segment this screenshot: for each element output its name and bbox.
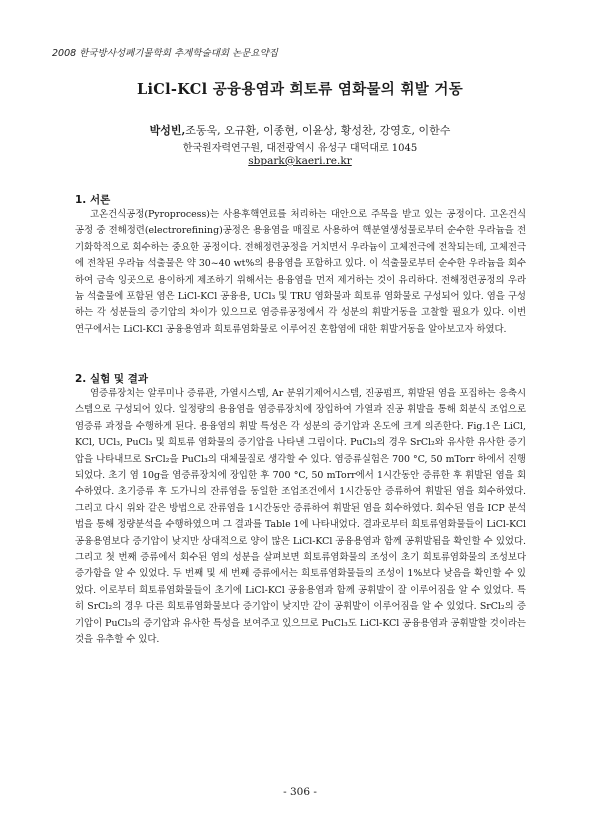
section-heading-introduction: 1. 서론: [75, 194, 111, 206]
email-link[interactable]: sbpark@kaeri.re.kr: [248, 155, 352, 167]
affiliation: 한국원자력연구원, 대전광역시 유성구 대덕대로 1045: [182, 143, 418, 154]
section-body-introduction: 고온건식공정(Pyroprocess)는 사용후핵연료를 처리하는 대안으로 주목을 받고 있는 공정이다. 고온건식공정 중 전해정련(electrorefining)공정은 용융염을 매질로 사용하여 핵분열생성물로부터 순수한 우라늄을 전기화학적으로 회수하는 중요한 공정이다. 전해정련공정을 거치면서 우라늄이 고체전극에 전착되는데, 고체전극에 전착된 우라늄 석출물은 약 30~40 wt%의 용융염을 포함하고 있다. 이 석출물로부터 순수한 우라늄을 회수하여 금속 잉곳으로 용이하게 제조하기 위해서는 용융염을 먼저 제거하는 것이 유리하다. 전해정련공정의 우라늄 석출물에 포함된 염은 LiCl-KCl 공융용, UCl₃ 및 TRU 염화물과 희토류 염화물로 구성되어 있다. 염을 구성하는 각 성분들의 증기압의 차이가 있으므로 염증류공정에서 각 성분의 휘발거동을 고찰할 필요가 있다. 이번 연구에서는 LiCl-KCl 공융용염과 희토류염화물로 이루어진 혼합염에 대한 휘발거동을 알아보고자 하였다.: [75, 209, 526, 335]
author-list: [0, 122, 600, 138]
running-head: 2008 한국방사성폐기물학회 추계학술대회 논문요약집: [52, 48, 278, 59]
contact-email: [0, 155, 600, 167]
paper-title: LiCl-KCl 공융용염과 희토류 염화물의 휘발 거동: [136, 81, 464, 98]
page-number: - 306 -: [283, 786, 317, 798]
lead-author: 박성빈,: [149, 124, 186, 137]
section-heading-experiment: 2. 실험 및 결과: [75, 373, 148, 385]
co-authors: 조동욱, 오규환, 이종현, 이윤상, 황성찬, 강영호, 이한수: [185, 124, 451, 137]
section-body-experiment: 염증류장치는 알루미나 증류관, 가열시스템, Ar 분위기제어시스템, 진공펌프, 휘발된 염을 포집하는 응축시스템으로 구성되어 있다. 일정량의 용융염을 염증류장치에 장입하여 가열과 진공 휘발을 통해 회분식 조업으로 염증류 과정을 수행하게 된다. 용융염의 휘발 특성은 각 성분의 증기압과 온도에 크게 의존한다. Fig.1은 LiCl, KCl, UCl₃, PuCl₃ 및 희토류 염화물의 증기압을 나타낸 그림이다. PuCl₃의 경우 SrCl₂와 유사한 유사한 증기압을 나타내므로 SrCl₂을 PuCl₃의 대체물질로 생각할 수 있다. 염증류실험은 700 °C, 50 mTorr 하에서 진행되었다. 초기 염 10g을 염증류장치에 장입한 후 700 °C, 50 mTorr에서 1시간동안 증류한 후 휘발된 염을 회수하였다. 초기증류 후 도가니의 잔류염을 동일한 조업조건에서 1시간동안 증류하여 휘발된 염을 회수하였다. 그리고 다시 위와 같은 방법으로 잔류염을 1시간동안 증류하여 휘발된 염을 회수하였다. 회수된 염을 ICP 분석법을 통해 정량분석을 수행하였으며 그 결과를 Table 1에 나타내었다. 결과로부터 희토류염화물들이 LiCl-KCl 공융용염보다 증기압이 낮지만 상대적으로 양이 많은 LiCl-KCl 공융용염과 함께 공휘발됨을 확인할 수 있었다. 그리고 첫 번째 증류에서 회수된 염의 성분을 살펴보면 희토류염화물의 조성이 초기 희토류염화물의 조성보다 증가함을 알 수 있었다. 두 번째 및 세 번째 증류에서는 희토류염화물들의 조성이 1%보다 낮음을 확인할 수 있었다. 이로부터 희토류염화물들이 초기에 LiCl-KCl 공융용염과 함께 공휘발이 잘 이루어짐을 알 수 있었다. 특히 SrCl₂의 경우 다른 희토류염화물보다 증기압이 낮지만 같이 공휘발이 이루어짐을 알 수 있었다. SrCl₂의 증기압이 PuCl₃의 증기압과 유사한 특성을 보여주고 있으므로 PuCl₃도 LiCl-KCl 공융용염과 공휘발할 것이라는 것을 유추할 수 있다.: [75, 388, 527, 646]
